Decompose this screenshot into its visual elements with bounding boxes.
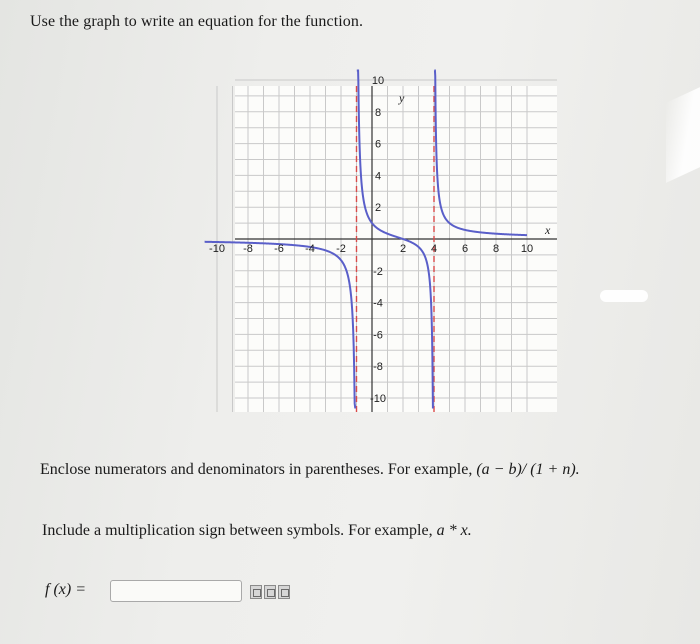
y-tick-label: -10 <box>370 393 386 405</box>
y-tick-label: -8 <box>373 361 383 374</box>
screen-glare <box>600 290 648 302</box>
function-curve <box>205 242 357 408</box>
instruction-parentheses-text: Enclose numerators and denominators in parentheses. For example, <box>40 461 473 478</box>
image-tool-icon[interactable] <box>264 585 276 599</box>
x-tick-label: 8 <box>492 243 500 255</box>
instruction-multiplication-example: a * x. <box>436 522 472 539</box>
graph-svg <box>209 75 557 412</box>
y-tick-label: -2 <box>373 265 383 278</box>
x-tick-label: 4 <box>430 243 438 255</box>
function-graph <box>209 75 557 412</box>
y-tick-label: 8 <box>374 106 382 119</box>
question-text: Use the graph to write an equation for the function. <box>30 13 364 30</box>
x-tick-label: -6 <box>274 243 284 255</box>
x-tick-label: -10 <box>209 243 225 255</box>
y-tick-label: 6 <box>374 138 382 151</box>
y-tick-label: 2 <box>374 202 382 215</box>
answer-toolbar <box>250 585 290 599</box>
document-tool-icon[interactable] <box>278 585 290 599</box>
instruction-multiplication <box>42 522 472 540</box>
instruction-multiplication-text: Include a multiplication sign between symbols. For example, <box>42 522 433 539</box>
y-tick-label: 4 <box>374 170 382 183</box>
x-tick-label: -2 <box>336 243 346 255</box>
answer-input[interactable] <box>110 580 242 602</box>
y-tick-label: -6 <box>373 329 383 342</box>
x-tick-label: 10 <box>520 243 534 255</box>
x-tick-label: -8 <box>243 243 253 255</box>
math-editor-icon[interactable] <box>250 585 262 599</box>
x-tick-label: -4 <box>305 243 315 255</box>
x-tick-label: 6 <box>461 243 469 255</box>
y-tick-label: -4 <box>373 297 383 310</box>
instruction-parentheses-example: (a − b)/ (1 + n). <box>476 461 580 478</box>
instruction-parentheses <box>40 461 580 479</box>
x-tick-label: 2 <box>399 243 407 255</box>
y-tick-label: 10 <box>371 75 385 87</box>
x-axis-label: x <box>545 223 551 237</box>
screen-glare <box>666 87 700 183</box>
answer-label: f (x) = <box>45 581 86 598</box>
y-axis-label: y <box>399 91 405 105</box>
